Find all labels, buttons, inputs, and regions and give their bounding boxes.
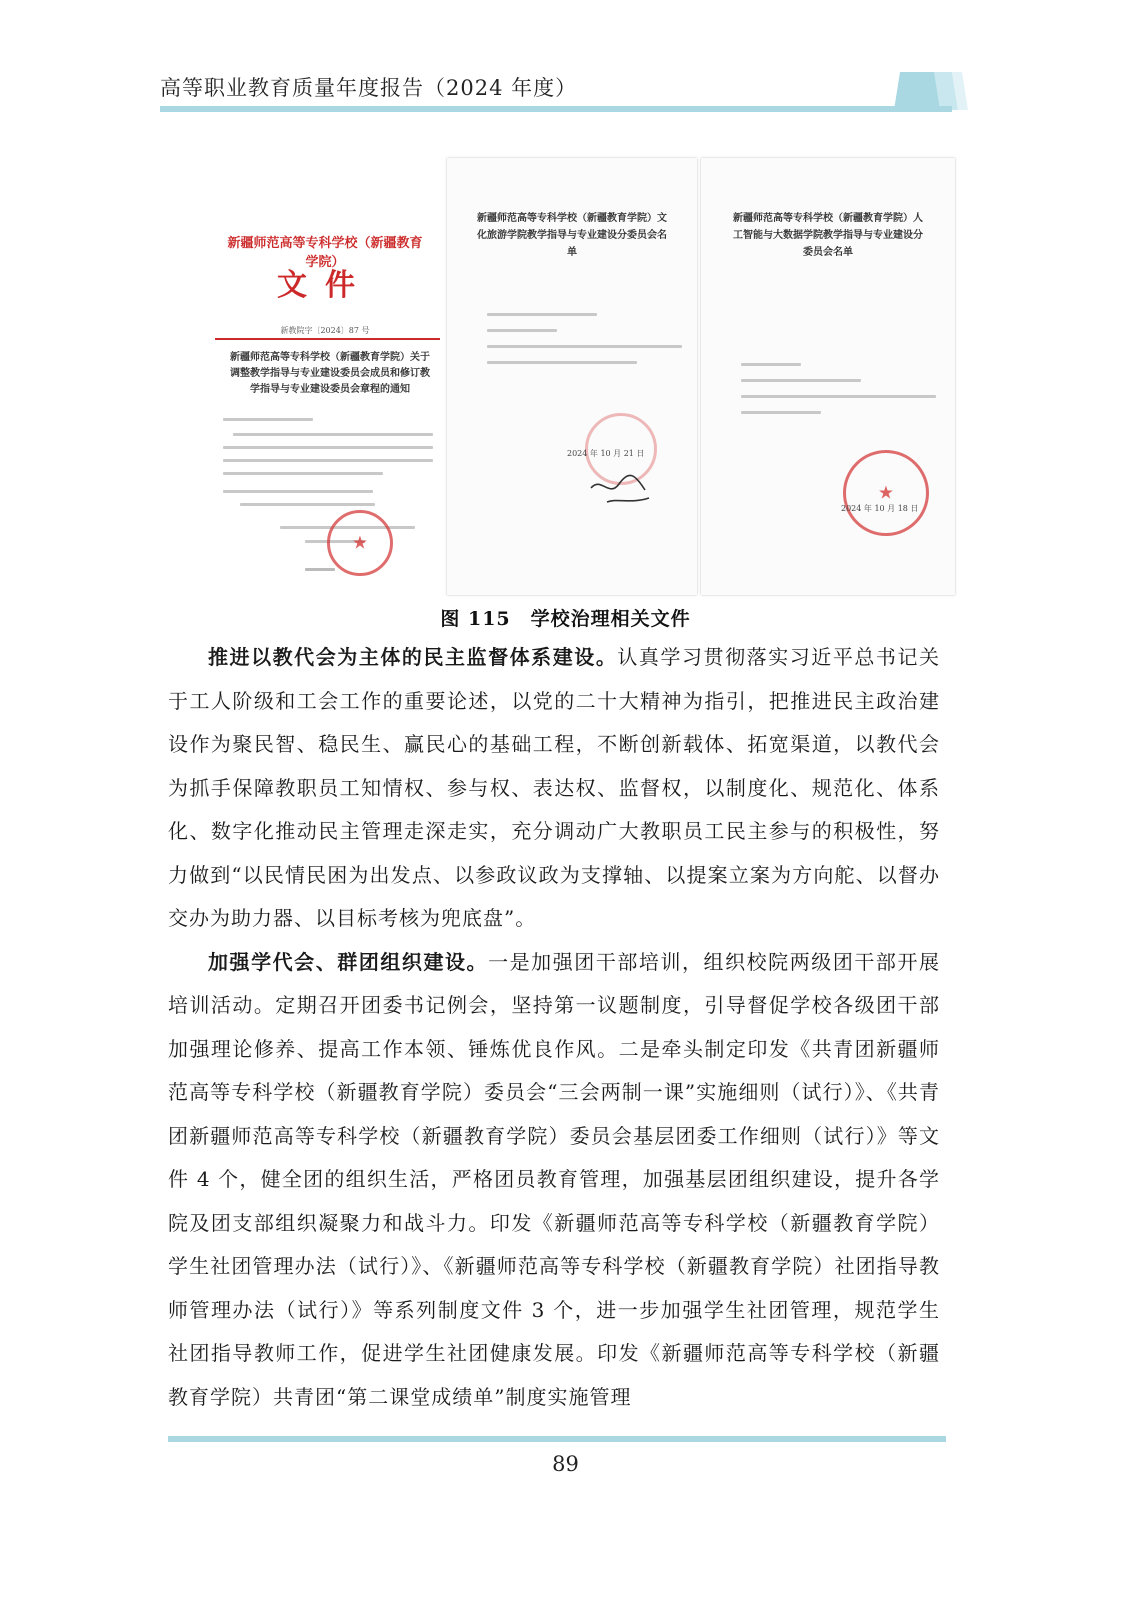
document-ai-committee-list xyxy=(701,158,955,595)
notice-text-line xyxy=(240,503,375,506)
paragraph-student-congress xyxy=(168,941,940,1420)
notice-text-line xyxy=(223,472,383,475)
list-text-line xyxy=(741,363,801,366)
notice-text-line xyxy=(223,446,433,449)
list-text-line xyxy=(487,313,597,316)
notice-text-line xyxy=(223,459,433,462)
ai-list-date: 2024 年 10 月 18 日 xyxy=(841,504,919,513)
red-seal-icon: ★ xyxy=(843,450,929,536)
list-text-line xyxy=(487,329,557,332)
document-notice xyxy=(185,150,445,595)
notice-text-line xyxy=(233,433,433,436)
paragraph-lead: 推进以教代会为主体的民主监督体系建设。 xyxy=(208,645,618,669)
report-header-title: 高等职业教育质量年度报告（2024 年度） xyxy=(160,76,578,100)
signature-icon xyxy=(587,468,657,508)
notice-subject: 新疆师范高等专科学校（新疆教育学院）关于调整教学指导与专业建设委员会成员和修订教学指导与专业建设委员会章程的通知 xyxy=(230,352,430,395)
footer-rule xyxy=(168,1436,946,1442)
paragraph-text: 认真学习贯彻落实习近平总书记关于工人阶级和工会工作的重要论述，以党的二十大精神为指引，把推进民主政治建设作为聚民智、稳民生、赢民心的基础工程，不断创新载体、拓宽渠道，以教代会为抓手保障教职员工知情权、参与权、表达权、监督权，以制度化、规范化、体系化、数字化推动民主管理走深走实，充分调动广大教职员工民主参与的积极性，努力做到“以民情民困为出发点、以参政议政为支撑轴、以提案立案为方向舵、以督办交办为助力器、以目标考核为兜底盘”。 xyxy=(168,645,941,930)
list-text-line xyxy=(487,361,637,364)
paragraph-lead: 加强学代会、群团组织建设。 xyxy=(208,949,489,974)
notice-issuer: 新疆师范高等专科学校（新疆教育学院） xyxy=(227,236,423,270)
notice-text-line xyxy=(223,490,373,493)
page-number: 89 xyxy=(552,1452,579,1476)
notice-text-line xyxy=(223,418,313,421)
notice-page-mark xyxy=(305,568,335,571)
notice-doc-number: 新教院字〔2024〕87 号 xyxy=(280,326,370,335)
ai-list-title: 新疆师范高等专科学校（新疆教育学院）人工智能与大数据学院教学指导与专业建设分委员会名单 xyxy=(733,213,923,258)
paragraph-democratic-supervision xyxy=(168,636,940,941)
list-text-line xyxy=(741,379,861,382)
notice-red-rule xyxy=(215,338,440,340)
notice-big-title: 文件 xyxy=(277,268,373,303)
body-text xyxy=(168,636,940,1419)
paragraph-text: 一是加强团干部培训，组织校院两级团干部开展培训活动。定期召开团委书记例会，坚持第一议题制度，引导督促学校各级团干部加强理论修养、提高工作本领、锤炼优良作风。二是牵头制定印发《共青团新疆师范高等专科学校（新疆教育学院）委员会“三会两制一课”实施细则（试行）》、《共青团新疆师范高等专科学校（新疆教育学院）委员会基层团委工作细则（试行）》等文件 4 个，健全团的组织生活，严格团员教育管理，加强基层团组织建设，提升各学院及团支部组织凝聚力和战斗力。印发《新疆师范高等专科学校（新疆教育学院）学生社团管理办法（试行）》、《新疆师范高等专科学校（新疆教育学院）社团指导教师管理办法（试行）》等系列制度文件 3 个，进一步加强学生社团管理，规范学生社团指导教师工作，促进学生社团健康发展。印发《新疆师范高等专科学校（新疆教育学院）共青团“第二课堂成绩单”制度实施管理 xyxy=(168,949,941,1409)
list-text-line xyxy=(741,411,821,414)
figure-caption: 图 115 学校治理相关文件 xyxy=(440,608,691,630)
document-tourism-committee-list xyxy=(447,158,697,595)
tourism-list-title: 新疆师范高等专科学校（新疆教育学院）文化旅游学院教学指导与专业建设分委员会名单 xyxy=(477,213,667,258)
header-rule xyxy=(160,106,952,112)
list-text-line xyxy=(741,395,936,398)
list-text-line xyxy=(487,345,682,348)
red-seal-icon: ★ xyxy=(327,510,393,576)
tourism-list-date: 2024 年 10 月 21 日 xyxy=(567,449,645,458)
figure-documents xyxy=(175,150,955,595)
